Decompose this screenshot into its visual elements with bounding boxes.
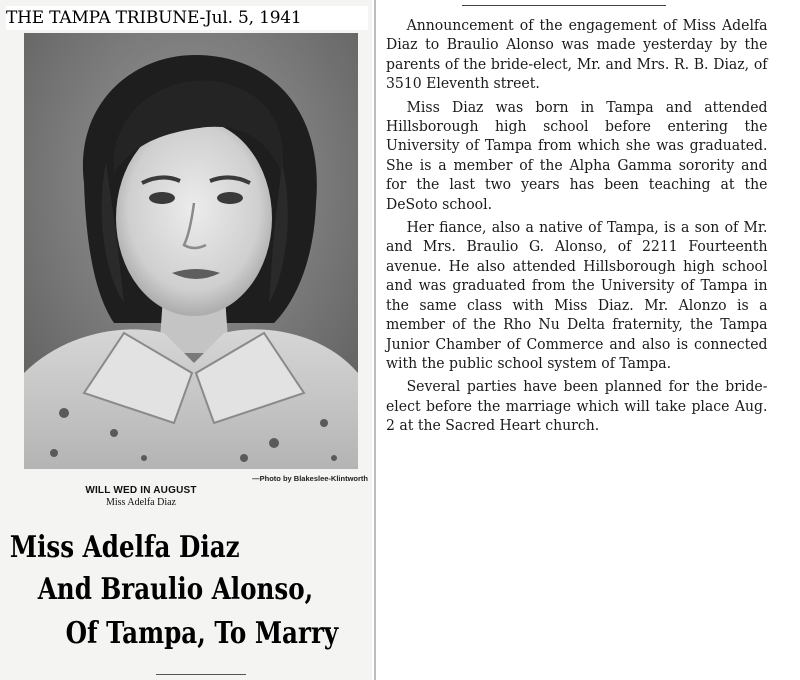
caption-subject: Miss Adelfa Diaz <box>106 497 176 508</box>
masthead-dateline: THE TAMPA TRIBUNE-Jul. 5, 1941 <box>6 6 368 30</box>
headline-line-2: And Braulio Alonso, <box>37 572 314 607</box>
article-paragraph: Several parties have been planned for the bride-elect before the marriage which will take place Aug. 2 at the Sacred Heart church. <box>386 377 768 435</box>
caption-heading: WILL WED IN AUGUST <box>85 485 197 496</box>
article-paragraph: Miss Diaz was born in Tampa and attended Hillsborough high school before entering the University of Tampa from which she was graduated. She is a member of the Alpha Gamma sorority and for the last two years has been teaching at the DeSoto school. <box>386 97 768 213</box>
left-column <box>0 0 372 680</box>
right-column <box>378 0 800 680</box>
headline-line-3: Of Tampa, To Marry <box>65 616 339 651</box>
article-body <box>386 16 767 440</box>
divider-rule <box>462 5 666 6</box>
column-divider <box>374 0 376 680</box>
portrait-photo <box>24 33 358 469</box>
article-paragraph: Her fiance, also a native of Tampa, is a son of Mr. and Mrs. Braulio G. Alonso, of 2211 Fourteenth avenue. He also attended Hillsborough high school and was graduated from the University of Tampa in the same class with Miss Diaz. Mr. Alonzo is a member of the Rho Nu Delta fraternity, the Tampa Junior Chamber of Commerce and also is connected with the public school system of Tampa. <box>386 218 768 372</box>
photo-caption <box>0 484 372 509</box>
article-paragraph: Announcement of the engagement of Miss Adelfa Diaz to Braulio Alonso was made yesterday by the parents of the bride-elect, Mr. and Mrs. R. B. Diaz, of 3510 Eleventh street. <box>386 16 768 93</box>
divider-rule <box>156 674 246 675</box>
headline <box>0 530 339 670</box>
headline-line-1: Miss Adelfa Diaz <box>9 530 240 565</box>
photo-credit: —Photo by Blakeslee-Klintworth <box>252 474 368 483</box>
